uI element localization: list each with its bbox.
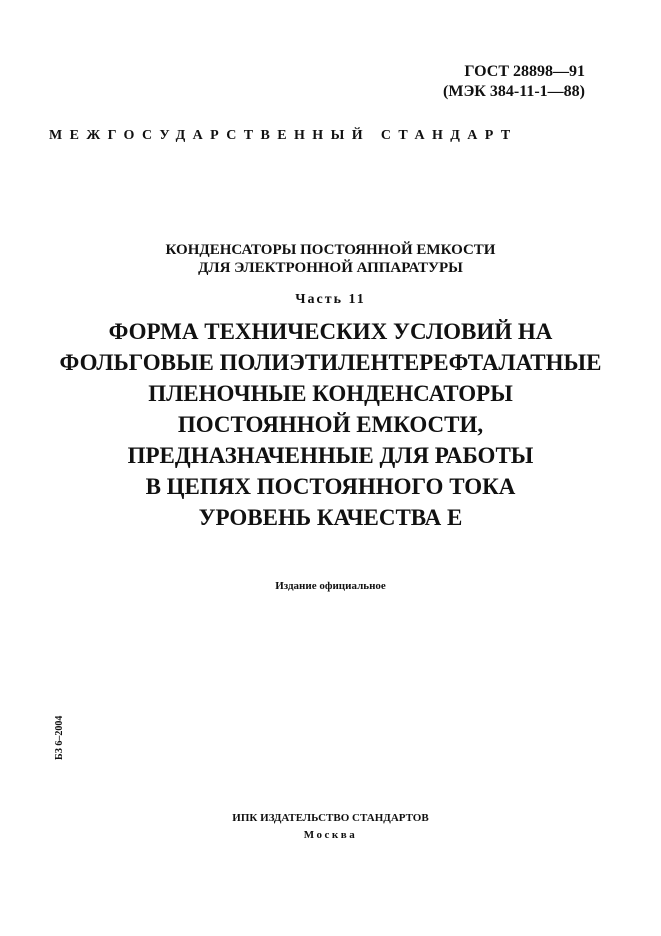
publisher-name: ИПК ИЗДАТЕЛЬСТВО СТАНДАРТОВ (232, 812, 429, 824)
title-line-1: ФОРМА ТЕХНИЧЕСКИХ УСЛОВИЙ НА (108, 319, 553, 344)
edition-label: Издание официальное (275, 580, 386, 592)
side-code: БЗ 6–2004 (54, 715, 65, 760)
publisher-city: Москва (303, 829, 358, 841)
standard-type-heading: МЕЖГОСУДАРСТВЕННЫЙ СТАНДАРТ (49, 128, 518, 143)
publisher-block (0, 810, 661, 844)
gost-number: ГОСТ 28898—91 (464, 63, 585, 80)
iec-number: (МЭК 384-11-1—88) (443, 83, 585, 100)
title-line-4: ПОСТОЯННОЙ ЕМКОСТИ, (177, 412, 484, 437)
title-line-3: ПЛЕНОЧНЫЕ КОНДЕНСАТОРЫ (148, 381, 513, 406)
subtitle-line-1: КОНДЕНСАТОРЫ ПОСТОЯННОЙ ЕМКОСТИ (165, 242, 496, 258)
title-line-6: В ЦЕПЯХ ПОСТОЯННОГО ТОКА (145, 474, 516, 499)
title-line-2: ФОЛЬГОВЫЕ ПОЛИЭТИЛЕНТЕРЕФТАЛАТНЫЕ (59, 350, 602, 375)
document-subtitle (0, 241, 661, 277)
gost-designation (443, 62, 585, 102)
title-line-5: ПРЕДНАЗНАЧЕННЫЕ ДЛЯ РАБОТЫ (127, 443, 534, 468)
part-label: Часть 11 (295, 292, 366, 307)
subtitle-line-2: ДЛЯ ЭЛЕКТРОННОЙ АППАРАТУРЫ (198, 260, 463, 276)
title-line-7: УРОВЕНЬ КАЧЕСТВА Е (198, 505, 463, 530)
document-title (0, 316, 661, 533)
